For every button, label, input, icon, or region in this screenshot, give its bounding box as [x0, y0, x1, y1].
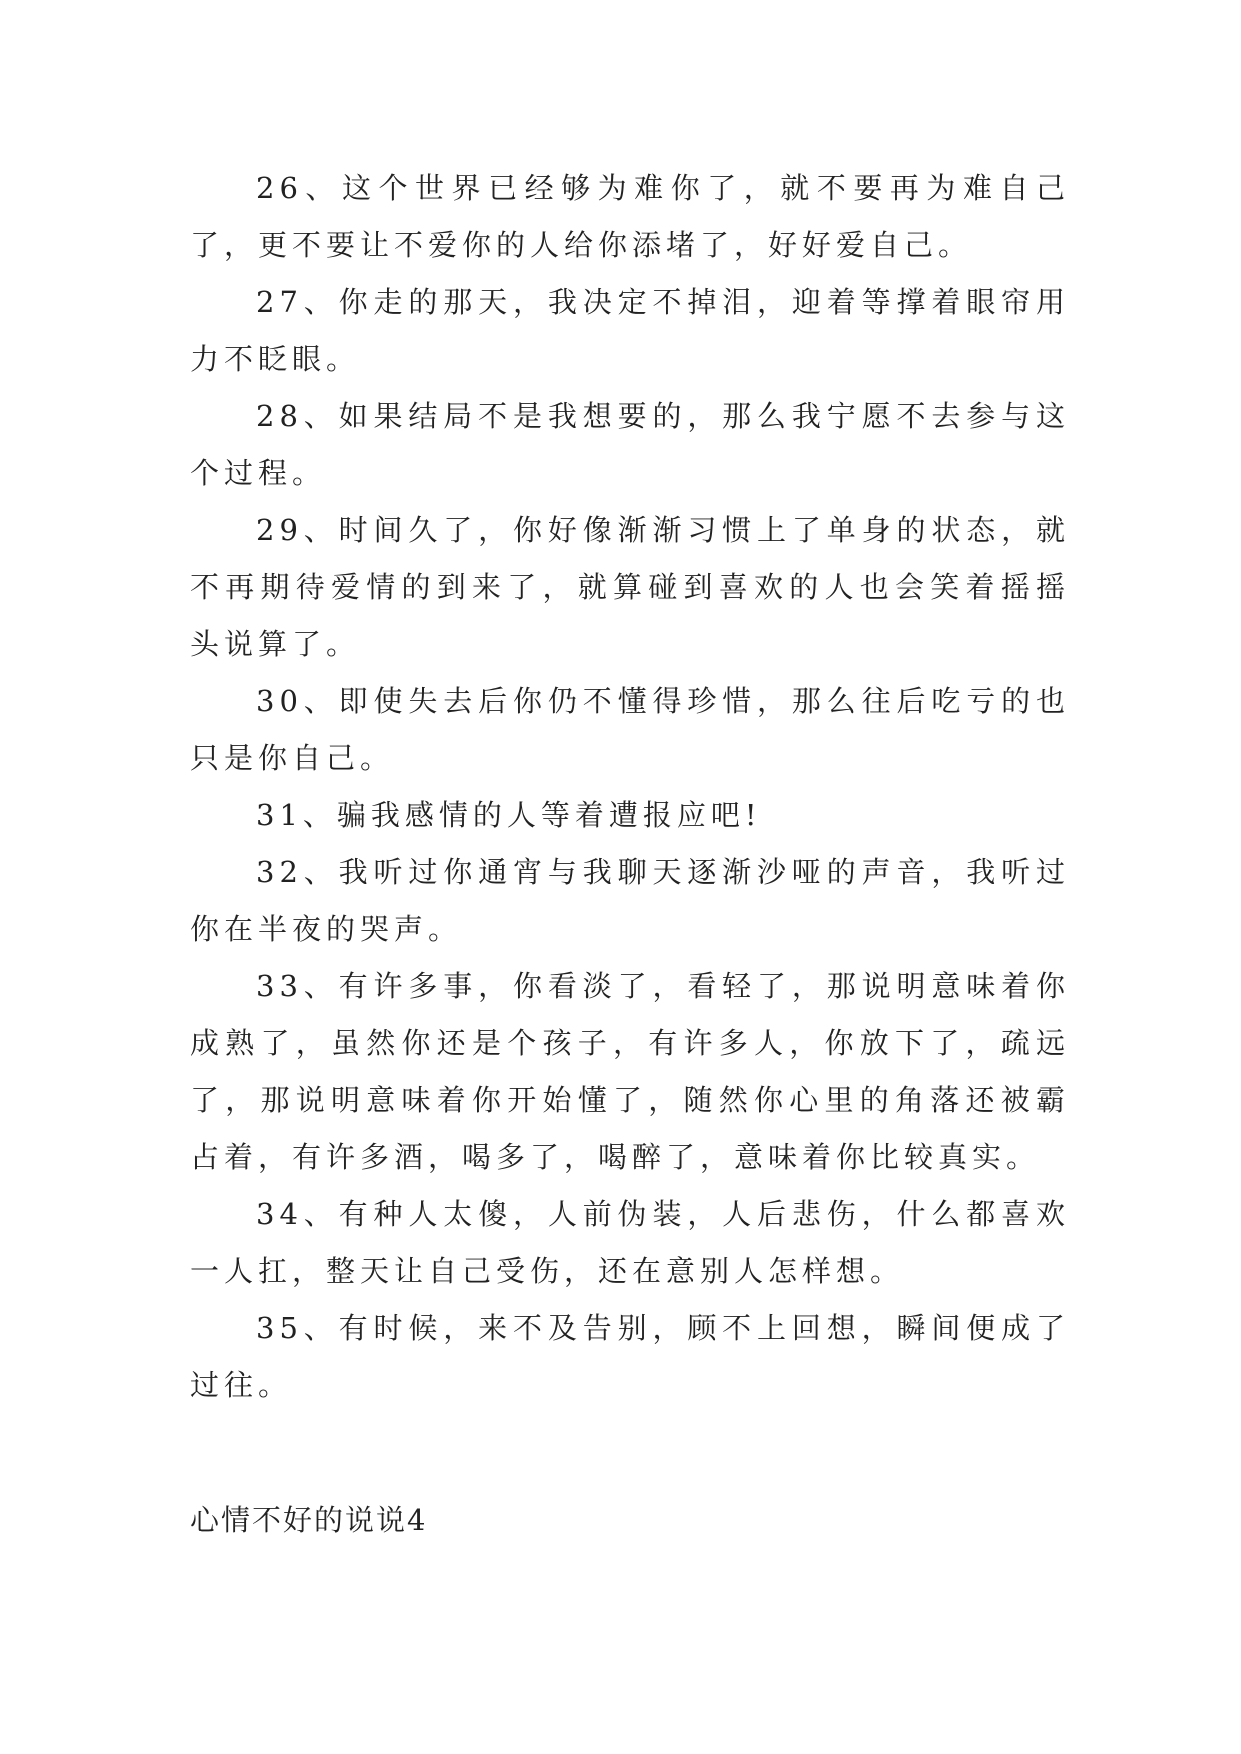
- paragraph-27: 27、你走的那天，我决定不掉泪，迎着等撑着眼帘用力不眨眼。: [190, 285, 1070, 376]
- paragraph-31: 31、骗我感情的人等着遭报应吧!: [256, 798, 762, 832]
- paragraph-30: 30、即使失去后你仍不懂得珍惜，那么往后吃亏的也只是你自己。: [190, 684, 1070, 775]
- paragraph-34: 34、有种人太傻，人前伪装，人后悲伤，什么都喜欢一人扛，整天让自己受伤，还在意别人怎样想。: [190, 1197, 1070, 1288]
- paragraph-26: 26、这个世界已经够为难你了，就不要再为难自己了，更不要让不爱你的人给你添堵了，好好爱自己。: [190, 171, 1070, 262]
- section-heading: 心情不好的说说4: [190, 1503, 428, 1537]
- paragraph-29: 29、时间久了，你好像渐渐习惯上了单身的状态，就不再期待爱情的到来了，就算碰到喜欢的人也会笑着摇摇头说算了。: [190, 513, 1070, 661]
- paragraph-35: 35、有时候，来不及告别，顾不上回想，瞬间便成了过往。: [190, 1311, 1070, 1402]
- paragraph-33: 33、有许多事，你看淡了，看轻了，那说明意味着你成熟了，虽然你还是个孩子，有许多人，你放下了，疏远了，那说明意味着你开始懂了，随然你心里的角落还被霸占着，有许多酒，喝多了，喝醉了，意味着你比较真实。: [190, 969, 1070, 1174]
- paragraph-28: 28、如果结局不是我想要的，那么我宁愿不去参与这个过程。: [190, 399, 1070, 490]
- paragraph-32: 32、我听过你通宵与我聊天逐渐沙哑的声音，我听过你在半夜的哭声。: [190, 855, 1070, 946]
- document-body: [190, 160, 1070, 1414]
